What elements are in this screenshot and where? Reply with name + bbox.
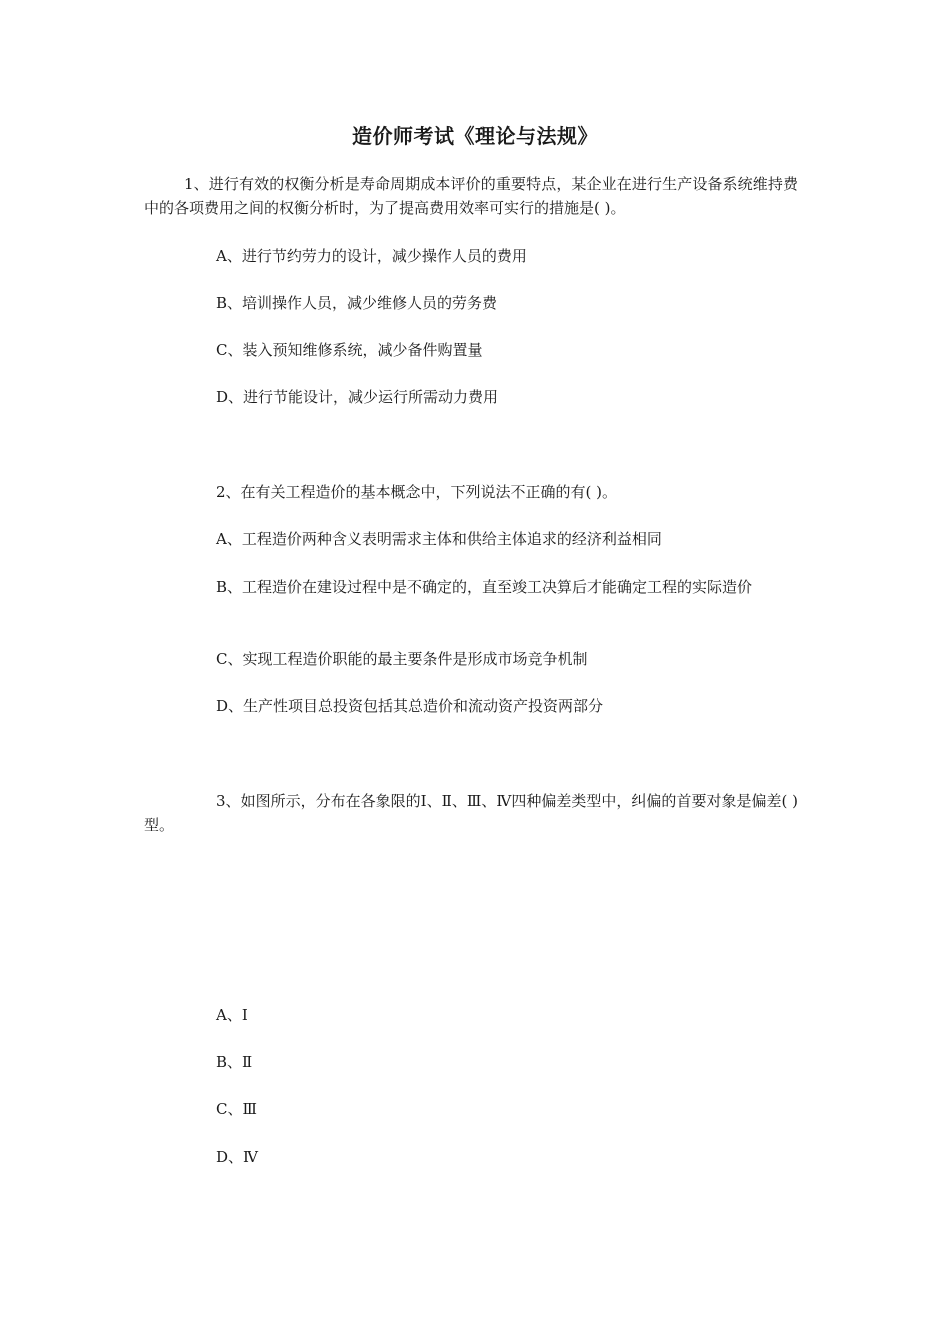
question-2-stem: 2、在有关工程造价的基本概念中，下列说法不正确的有( )。 (216, 483, 618, 501)
question-3-option-d: D、Ⅳ (216, 1148, 259, 1166)
question-3-option-b: B、Ⅱ (216, 1053, 253, 1071)
question-3-stem: 3、如图所示，分布在各象限的Ⅰ、Ⅱ、Ⅲ、Ⅳ四种偏差类型中，纠偏的首要对象是偏差( )型。 (144, 792, 798, 834)
question-1-stem: 1、进行有效的权衡分析是寿命周期成本评价的重要特点，某企业在进行生产设备系统维持费中的各项费用之间的权衡分析时，为了提高费用效率可实行的措施是( )。 (144, 175, 798, 217)
question-1-option-b: B、培训操作人员，减少维修人员的劳务费 (216, 294, 498, 312)
question-2-option-d: D、生产性项目总投资包括其总造价和流动资产投资两部分 (216, 697, 604, 715)
question-1-option-c: C、装入预知维修系统，减少备件购置量 (216, 341, 483, 359)
question-2-option-a: A、工程造价两种含义表明需求主体和供给主体追求的经济利益相同 (216, 530, 662, 548)
question-1-option-a: A、进行节约劳力的设计，减少操作人员的费用 (216, 247, 527, 265)
question-2-option-c: C、实现工程造价职能的最主要条件是形成市场竞争机制 (216, 650, 588, 668)
question-3-option-a: A、Ⅰ (216, 1006, 248, 1024)
document-title: 造价师考试《理论与法规》 (352, 124, 598, 148)
question-3-option-c: C、Ⅲ (216, 1100, 257, 1118)
question-2-option-b: B、工程造价在建设过程中是不确定的，直至竣工决算后才能确定工程的实际造价 (216, 578, 753, 596)
question-1-option-d: D、进行节能设计，减少运行所需动力费用 (216, 388, 499, 406)
